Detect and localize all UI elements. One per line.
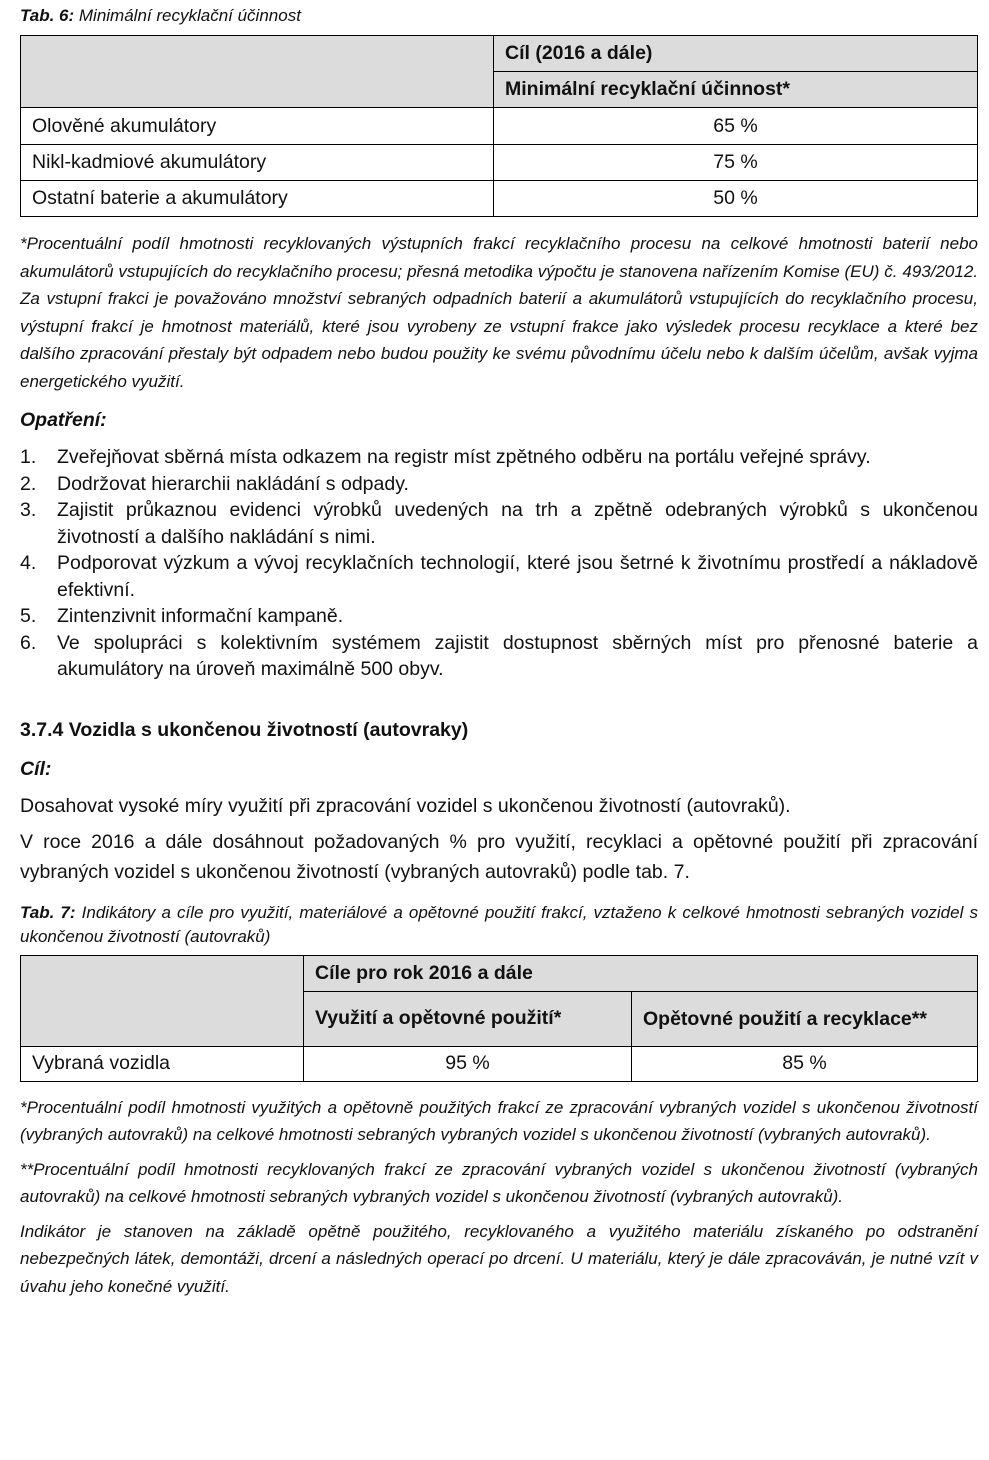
tab7-row-label: Vybraná vozidla (21, 1046, 304, 1081)
measures-heading: Opatření: (20, 409, 107, 431)
tab6-caption (20, 4, 978, 28)
tab6-row-label: Olověné akumulátory (21, 108, 494, 145)
tab6-row-value: 50 % (494, 181, 978, 217)
tab7-caption-label: Tab. 7: (20, 902, 76, 922)
tab6-table (20, 35, 978, 217)
tab6-header-goal: Cíl (2016 a dále) (494, 36, 978, 72)
list-item (20, 603, 978, 630)
tab7-empty-header (21, 955, 304, 1046)
list-item-number: 2. (20, 472, 37, 495)
document-page (20, 4, 978, 1300)
table-row (21, 145, 978, 181)
tab7-footnote-1: *Procentuální podíl hmotnosti využitých a opětovně použitých frakcí ze zpracování vybraných vozidel s ukončenou životností (vybraných autovraků) na celkové hmotnosti sebraných vybraných vozidel s ukončenou životností (vybraných autovraků). (20, 1097, 978, 1144)
tab6-row-value: 65 % (494, 108, 978, 145)
tab6-header-metric: Minimální recyklační účinnost* (494, 72, 978, 108)
goal-paragraph-1: Dosahovat vysoké míry využití při zpracování vozidel s ukončenou životností (autovraků). (20, 794, 791, 817)
tab6-row-label: Nikl-kadmiové akumulátory (21, 145, 494, 181)
measures-list (20, 444, 978, 683)
tab7-col1-header: Využití a opětovné použití* (304, 991, 632, 1046)
tab7-header-goal: Cíle pro rok 2016 a dále (304, 955, 978, 991)
section-title: 3.7.4 Vozidla s ukončenou životností (autovraky) (20, 718, 469, 741)
list-item-text: Zintenzivnit informační kampaně. (57, 605, 344, 627)
list-item-text: Dodržovat hierarchii nakládání s odpady. (57, 472, 409, 495)
tab7-caption-text: Indikátory a cíle pro využití, materiálové a opětovné použití frakcí, vztaženo k celkové hmotnosti sebraných vozidel s ukončenou životností (autovraků) (20, 902, 978, 946)
list-item-number: 4. (20, 552, 37, 574)
list-item-text: Podporovat výzkum a vývoj recyklačních technologií, které jsou šetrné k životnímu prostředí a nákladově efektivní. (57, 552, 978, 601)
list-item-text: Zajistit průkaznou evidenci výrobků uvedených na trh a zpětně odebraných výrobků s ukončenou životností a dalšího nakládání s nimi. (57, 499, 978, 548)
tab6-empty-header (21, 36, 494, 108)
table-row (21, 108, 978, 145)
list-item-text: Ve spolupráci s kolektivním systémem zajistit dostupnost sběrných míst pro přenosné baterie a akumulátory na úroveň maximálně 500 obyv. (57, 631, 978, 680)
tab7-col2-header: Opětovné použití a recyklace** (632, 991, 978, 1046)
tab6-footnote: *Procentuální podíl hmotnosti recyklovaných výstupních frakcí recyklačního procesu na celkové hmotnosti baterií nebo akumulátorů vstupujících do recyklačního procesu; přesná metodika výpočtu je stanovena nařízením Komise (EU) č. 493/2012. Za vstupní frakci je považováno množství sebraných odpadních baterií a akumulátorů vstupujících do recyklačního procesu, výstupní frakcí je hmotnost materiálů, které jsou vyrobeny ze vstupní frakce jako výsledek procesu recyklace a které bez dalšího zpracování přestaly být odpadem nebo budou použity ke svému původnímu účelu nebo k dalším účelům, avšak vyjma energetického využití. (20, 234, 978, 391)
goal-heading: Cíl: (20, 757, 52, 780)
tab7-val2: 85 % (632, 1046, 978, 1081)
list-item (20, 471, 978, 498)
goal-paragraph-2: V roce 2016 a dále dosáhnout požadovaných % pro využití, recyklaci a opětovné použití při zpracování vybraných vozidel s ukončenou životností (vybraných autovraků) podle tab. 7. (20, 830, 978, 883)
tab7-val1: 95 % (304, 1046, 632, 1081)
table-row (21, 1046, 978, 1081)
list-item (20, 444, 978, 471)
list-item-number: 3. (20, 499, 37, 521)
table-row (21, 181, 978, 217)
list-item (20, 497, 978, 550)
list-item-text: Zveřejňovat sběrná místa odkazem na registr míst zpětného odběru na portálu veřejné správy. (57, 446, 871, 468)
list-item-number: 5. (20, 605, 37, 627)
list-item-number: 6. (20, 631, 37, 654)
list-item-number: 1. (20, 446, 37, 468)
tab6-caption-text: Minimální recyklační účinnost (78, 6, 301, 25)
tab7-footnote-3: Indikátor je stanoven na základě opětně použitého, recyklovaného a využitého materiálu získaného po odstranění nebezpečných látek, demontáži, drcení a následných operací po drcení. U materiálu, který je dále zpracováván, je nutné vzít v úvahu jeho konečné využití. (20, 1221, 978, 1296)
list-item (20, 630, 978, 683)
tab6-row-value: 75 % (494, 145, 978, 181)
tab7-footnote-2: **Procentuální podíl hmotnosti recyklovaných frakcí ze zpracování vybraných vozidel s ukončenou životností (vybraných autovraků) na celkové hmotnosti sebraných vybraných vozidel s ukončenou životností (vybraných autovraků). (20, 1159, 978, 1206)
tab6-caption-label: Tab. 6: (20, 6, 75, 25)
tab7-table (20, 955, 978, 1082)
tab6-row-label: Ostatní baterie a akumulátory (21, 181, 494, 217)
tab7-caption (20, 901, 978, 949)
list-item (20, 550, 978, 603)
